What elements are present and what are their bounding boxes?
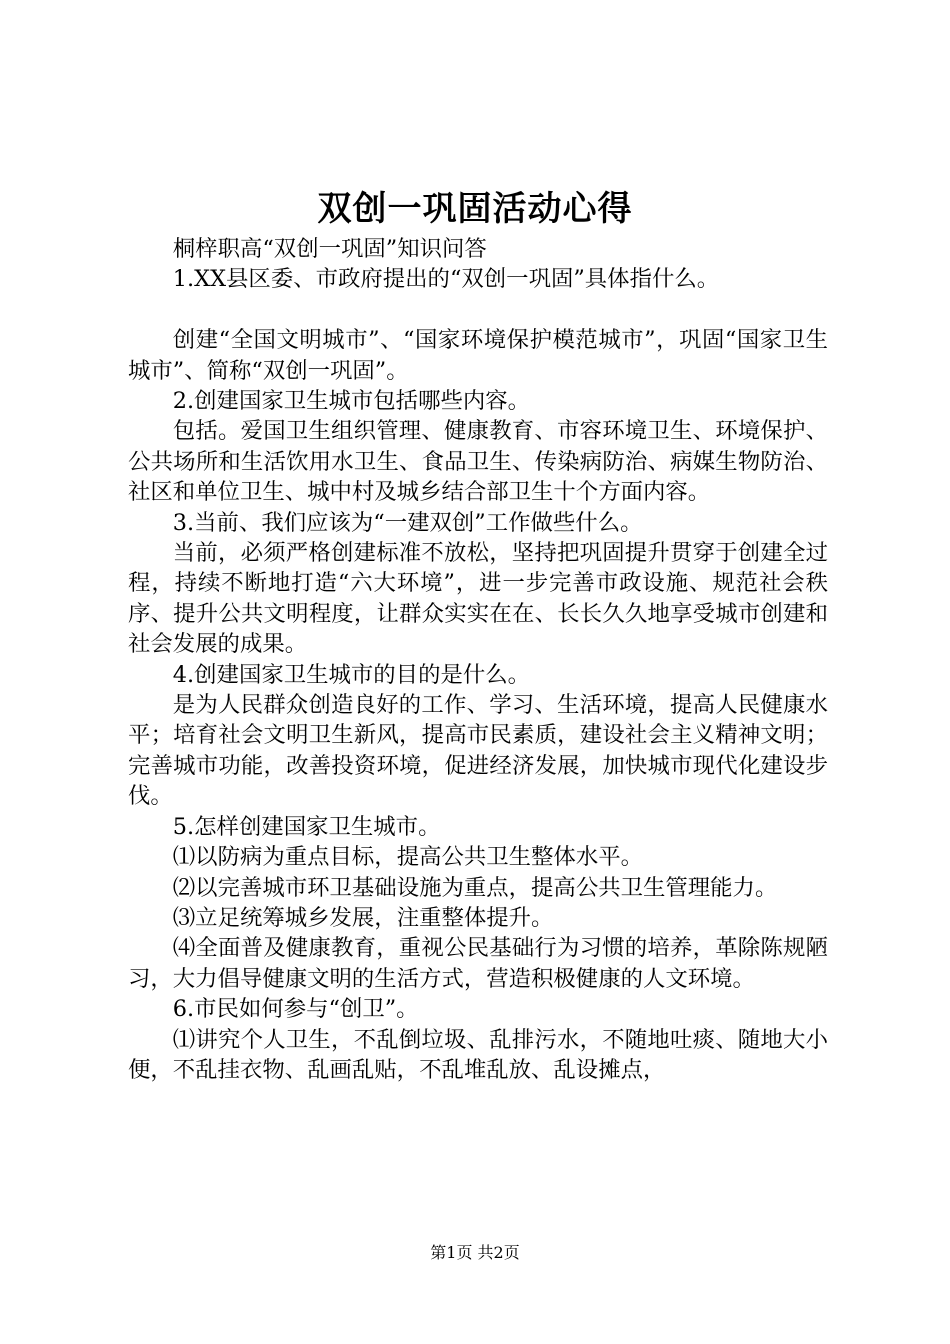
question-4: 4.创建国家卫生城市的目的是什么。 <box>172 661 531 688</box>
question-2: 2.创建国家卫生城市包括哪些内容。 <box>172 388 531 415</box>
page-footer: 第1页 共2页 <box>430 1243 520 1262</box>
answer-5-item-2: ⑵以完善城市环卫基础设施为重点，提高公共卫生管理能力。 <box>172 874 778 901</box>
answer-5-item-4: ⑷全面普及健康教育，重视公民基础行为习惯的培养，革除陈规陋习，大力倡导健康文明的生活方式，营造积极健康的人文环境。 <box>128 935 828 992</box>
paragraph-subtitle: 桐梓职高“双创一巩固”知识问答 <box>172 236 487 262</box>
question-1: 1.XX县区委、市政府提出的“双创一巩固”具体指什么。 <box>172 266 720 293</box>
question-6: 6.市民如何参与“创卫”。 <box>172 996 419 1023</box>
document-title: 双创一巩固活动心得 <box>317 189 633 229</box>
answer-4: 是为人民群众创造良好的工作、学习、生活环境，提高人民健康水平；培育社会文明卫生新风，提高市民素质，建设社会主义精神文明；完善城市功能，改善投资环境，促进经济发展，加快城市现代化建设步伐。 <box>128 692 828 810</box>
question-3: 3.当前、我们应该为“一建双创”工作做些什么。 <box>172 509 643 536</box>
answer-2: 包括。爱国卫生组织管理、健康教育、市容环境卫生、环境保护、公共场所和生活饮用水卫生、食品卫生、传染病防治、病媒生物防治、社区和单位卫生、城中村及城乡结合部卫生十个方面内容。 <box>128 418 828 506</box>
question-5: 5.怎样创建国家卫生城市。 <box>172 813 441 840</box>
answer-5-item-3: ⑶立足统筹城乡发展，注重整体提升。 <box>172 904 554 931</box>
answer-3: 当前，必须严格创建标准不放松，坚持把巩固提升贯穿于创建全过程，持续不断地打造“六大环境”，进一步完善市政设施、规范社会秩序、提升公共文明程度，让群众实实在在、长长久久地享受城市创建和社会发展的成果。 <box>128 540 828 658</box>
document-body <box>128 234 828 1085</box>
answer-5-item-1: ⑴以防病为重点目标，提高公共卫生整体水平。 <box>172 844 643 871</box>
answer-1: 创建“全国文明城市”、“国家环境保护模范城市”，巩固“国家卫生城市”、简称“双创一巩固”。 <box>128 327 828 384</box>
answer-6-item-1: ⑴讲究个人卫生，不乱倒垃圾、乱排污水，不随地吐痰、随地大小便，不乱挂衣物、乱画乱贴，不乱堆乱放、乱设摊点， <box>128 1026 828 1083</box>
